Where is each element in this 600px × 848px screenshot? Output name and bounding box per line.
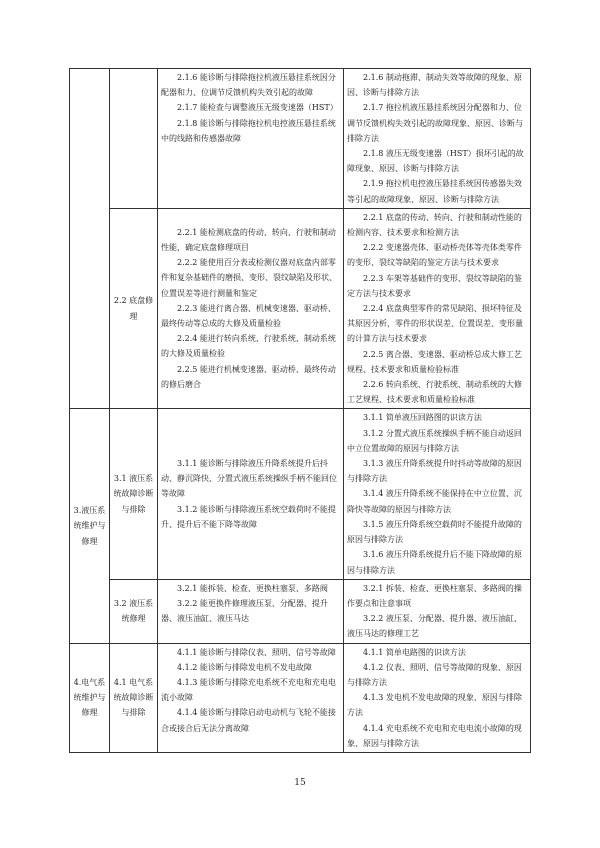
knowledge-item: 2.2.4 底盘典型零件的常见缺陷、损坏特征及其原因分析，零件的形状误差、位置误差、变形量的计算方法与技术要求: [347, 304, 523, 344]
skill-item: 4.1.2 能诊断与排除发电机不发电故障: [177, 662, 312, 672]
knowledge-requirements-cell: [344, 643, 531, 752]
knowledge-item: 2.1.9 拖拉机电控液压悬挂系统因传感器失效等引起的故障现象、原因、诊断与排除方法: [347, 179, 522, 204]
knowledge-item: 2.1.7 拖拉机液压悬挂系统因分配器和力、位调节反馈机构失效引起的故障现象、原因、诊断与排除方法: [347, 103, 523, 143]
knowledge-item: 2.1.8 液压无级变速器（HST）损坏引起的故障现象、原因、诊断与排除方法: [347, 149, 524, 174]
skill-item: 4.1.1 能诊断与排除仪表、照明、信号等故障: [177, 647, 336, 657]
knowledge-item: 3.1.4 液压升降系统不能保持在中立位置、沉降快等故障的原因与排除方法: [347, 489, 522, 514]
subsection-cell: 3.2 液压系统修理: [110, 579, 158, 643]
knowledge-item: 2.2.2 变速器壳体、驱动桥壳体等壳体类零件的变形、裂纹等缺陷的鉴定方法与技术要求: [347, 243, 522, 268]
skill-requirements-cell: [158, 579, 344, 643]
knowledge-item: 3.1.5 液压升降系统空载荷时不能提升故障的原因与排除方法: [347, 519, 522, 545]
knowledge-requirements-cell: [344, 579, 531, 643]
knowledge-item: 4.1.1 简单电路图的识读方法: [363, 647, 466, 657]
skill-item: 4.1.3 能诊断与排除充电系统不充电和充电电流小故障: [161, 677, 336, 703]
knowledge-item: 3.1.1 简单液压回路图的识读方法: [363, 413, 482, 423]
table-row: [70, 643, 531, 752]
knowledge-item: 2.2.1 底盘的传动、转向、行驶和制动性能的检测内容、技术要求和检测方法: [347, 212, 522, 238]
skill-requirements-cell: [158, 643, 344, 752]
knowledge-item: 3.1.2 分置式液压系统操纵手柄不能自动返回中立位置故障的原因与排除方法: [347, 428, 522, 453]
subsection-cell: 3.1 液压系统故障诊断与排除: [110, 409, 158, 579]
section-cell: 3.液压系统维护与修理: [70, 409, 110, 643]
knowledge-item: 3.1.6 液压升降系统提升后不能下降故障的原因与排除方法: [347, 550, 522, 575]
skill-item: 2.1.6 能诊断与排除拖拉机液压悬挂系统因分配器和力、位调节反馈机构失效引起的故障: [161, 73, 336, 98]
skill-item: 4.1.4 能诊断与排除启动电动机与飞轮不能接合或接合后无法分离故障: [161, 708, 336, 733]
skill-item: 2.2.4 能进行转向系统、行驶系统、制动系统的大修及质量检验: [161, 334, 336, 359]
skill-requirements-cell: [158, 409, 344, 579]
skill-requirements-cell: [158, 69, 344, 209]
knowledge-item: 3.2.2 液压泵、分配器、提升器、液压油缸、液压马达的修理工艺: [347, 614, 522, 639]
section-cell: [70, 69, 110, 409]
knowledge-item: 2.1.6 制动拖滞、制动失效等故障的现象、原因、诊断与排除方法: [347, 73, 522, 98]
skill-item: 3.1.2 能诊断与排除液压系统空载荷时不能提升、提升后不能下降等故障: [161, 504, 336, 529]
knowledge-item: 2.2.6 转向系统、行驶系统、制动系统的大修工艺规程、技术要求和质量检验标准: [347, 380, 522, 405]
skill-item: 2.2.5 能进行机械变速器、驱动桥、最终传动的修后磨合: [161, 364, 336, 389]
skill-item: 3.2.1 能拆装、检查、更换柱塞泵、多路阀: [177, 583, 328, 593]
knowledge-item: 2.2.5 离合器、变速器、驱动桥总成大修工艺规程、技术要求和质量检验标准: [347, 349, 522, 374]
knowledge-item: 3.2.1 拆装、检查、更换柱塞泵、多路阀的操作要点和注意事项: [347, 583, 522, 608]
skill-item: 3.2.2 能更换件修理液压泵、分配器、提升器、液压油缸、液压马达: [161, 598, 328, 624]
table-row: [70, 69, 531, 209]
skill-requirements-cell: [158, 208, 344, 409]
skill-item: 2.2.2 能使用百分表或检测仪器对底盘内部零件和复杂基础件的磨损、变形、裂纹缺陷及形状、位置误差等进行测量和鉴定: [161, 258, 337, 298]
skill-item: 2.2.1 能检测底盘的传动、转向、行驶和制动性能，确定底盘修理项目: [161, 227, 336, 253]
knowledge-item: 3.1.3 液压升降系统提升时抖动等故障的原因与排除方法: [347, 459, 522, 484]
subsection-cell: 2.2 底盘修理: [110, 208, 158, 409]
knowledge-item: 2.2.3 车架等基础件的变形、裂纹等缺陷的鉴定方法与技术要求: [347, 273, 522, 298]
table-row: [70, 208, 531, 409]
knowledge-item: 4.1.2 仪表、照明、信号等故障的现象、原因与排除方法: [347, 662, 522, 687]
subsection-cell: [110, 69, 158, 209]
skill-item: 3.1.1 能诊断与排除液压升降系统提升后抖动、静沉降快、分置式液压系统操纵手柄不能回位等故障: [161, 459, 337, 499]
competency-table: [69, 68, 531, 753]
knowledge-requirements-cell: [344, 208, 531, 409]
section-cell: 4.电气系统维护与修理: [70, 643, 110, 752]
knowledge-item: 4.1.3 发电机不发电故障的现象、原因与排除方法: [347, 693, 522, 718]
table-row: [70, 579, 531, 643]
skill-item: 2.2.3 能进行离合器、机械变速器、驱动桥、最终传动等总成的大修及质量检验: [161, 303, 336, 329]
skill-item: 2.1.7 能检查与调整液压无级变速器（HST）: [177, 103, 338, 113]
knowledge-requirements-cell: [344, 69, 531, 209]
knowledge-item: 4.1.4 充电系统不充电和充电电流小故障的现象、原因与排除方法: [347, 723, 522, 748]
table-row: [70, 409, 531, 579]
knowledge-requirements-cell: [344, 409, 531, 579]
page-number: 15: [294, 778, 306, 788]
skill-item: 2.1.8 能诊断与排除拖拉机电控液压悬挂系统中的线路和传感器故障: [161, 118, 336, 143]
subsection-cell: 4.1 电气系统故障诊断与排除: [110, 643, 158, 752]
